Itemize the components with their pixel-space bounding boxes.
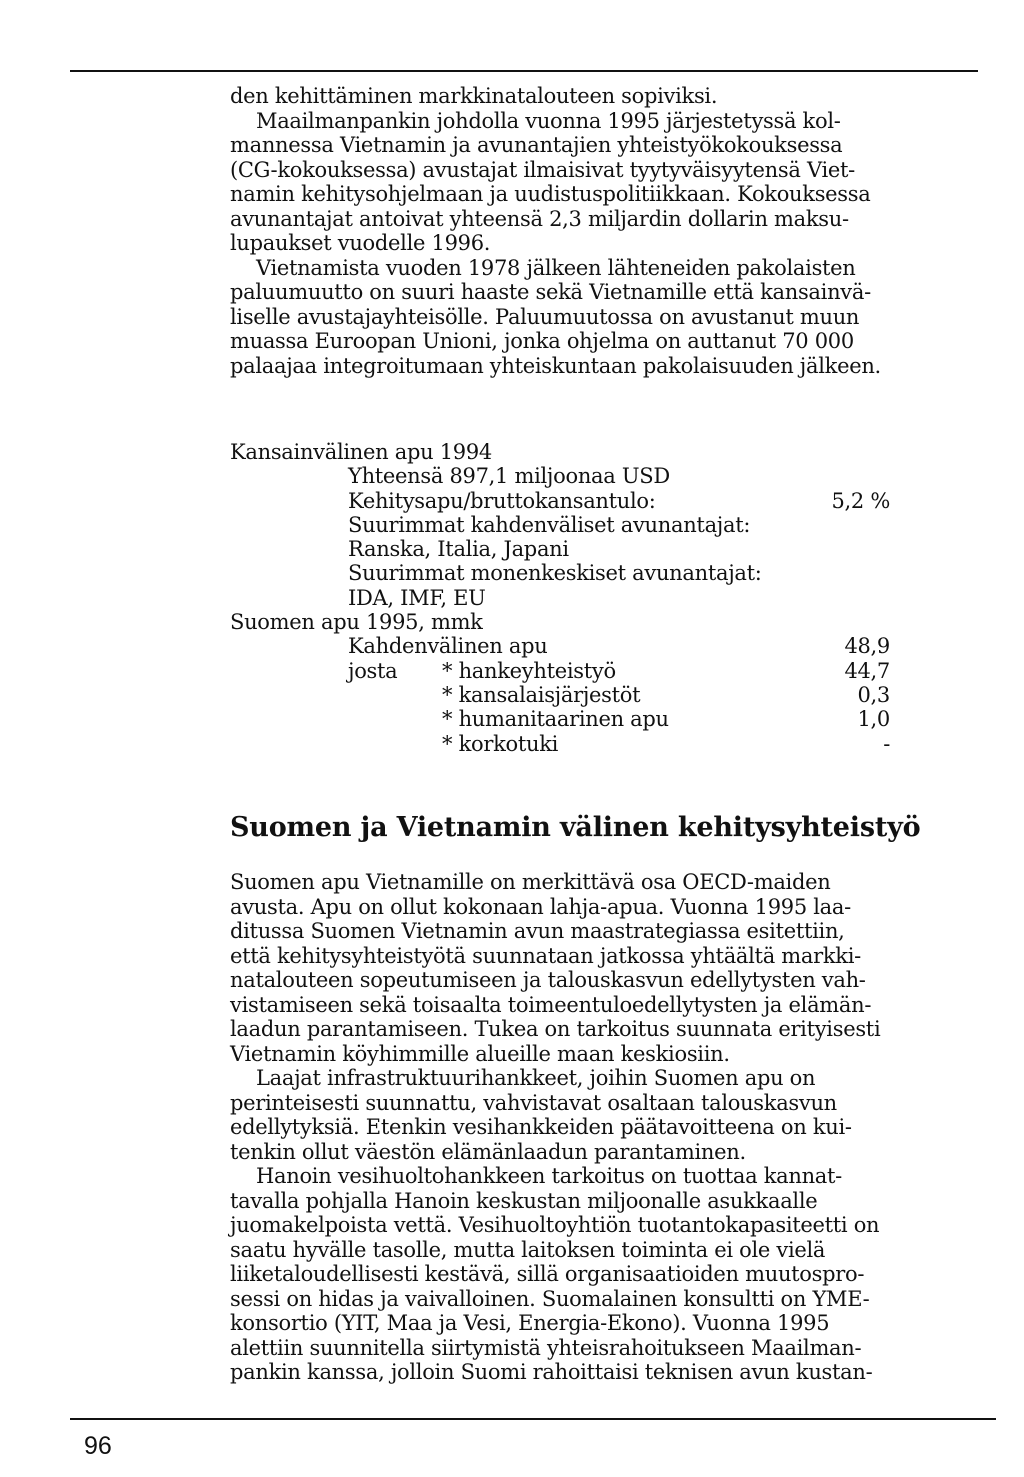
text-line: Vietnamista vuoden 1978 jälkeen lähteneiden pakolaisten (256, 255, 856, 280)
intro-paragraph-1 (230, 84, 930, 109)
aid-ratio-row (230, 489, 910, 513)
text-line: mannessa Vietnamin ja avunantajien yhteistyökokouksessa (230, 133, 843, 157)
aid-item-row (230, 683, 910, 707)
text-line: palaajaa integroitumaan yhteiskuntaan pakolaisuuden jälkeen. (230, 353, 881, 378)
text-line: liselle avustajayhteisölle. Paluumuutossa on avustanut muun (230, 304, 860, 329)
top-rule (70, 70, 978, 72)
bilateral-donors-value: Ranska, Italia, Japani (348, 537, 569, 562)
text-line: namin kehitysohjelmaan ja uudistuspolitiikkaan. Kokouksessa (230, 182, 871, 206)
text-line: Suomen apu Vietnamille on merkittävä osa OECD-maiden (230, 870, 831, 894)
text-line: liiketaloudellisesti kestävä, sillä organisaatioiden muutospro- (230, 1262, 865, 1286)
section-heading: Suomen ja Vietnamin välinen kehitysyhteistyö (230, 812, 921, 843)
bilateral-aid-label: Kahdenvälinen apu (348, 634, 548, 659)
text-line: tavalla pohjalla Hanoin keskustan miljoonalle asukkaalle (230, 1188, 818, 1213)
text-line: perinteisesti suunnattu, vahvistavat osaltaan talouskasvun (230, 1090, 837, 1115)
text-line: alettiin suunnitella siirtymistä yhteisrahoitukseen Maailman- (230, 1335, 862, 1360)
text-line: paluumuutto on suuri haaste sekä Vietnamille että kansainvä- (230, 280, 871, 304)
text-line: tenkin ollut väestön elämänlaadun parantaminen. (230, 1139, 746, 1164)
finland-aid-title: Suomen apu 1995, mmk (230, 610, 483, 635)
aid-item-row (230, 659, 910, 683)
intro-text (230, 84, 930, 378)
bilateral-donors-label: Suurimmat kahdenväliset avunantajat: (348, 512, 751, 537)
text-line: den kehittäminen markkinatalouteen sopiviksi. (230, 84, 718, 108)
aid-item-row (230, 732, 910, 756)
text-line: Laajat infrastruktuurihankkeet, joihin Suomen apu on (256, 1066, 816, 1090)
text-line: saatu hyvälle tasolle, mutta laitoksen toiminta ei ole vielä (230, 1237, 826, 1262)
text-line: että kehitysyhteistyötä suunnataan jatkossa yhtäältä markki- (230, 943, 861, 968)
aid-item-label: * kansalaisjärjestöt (442, 682, 641, 707)
text-line: Maailmanpankin johdolla vuonna 1995 järjestetyssä kol- (256, 108, 841, 133)
aid-item-value: 44,7 (844, 658, 890, 683)
text-line: pankin kanssa, jolloin Suomi rahoittaisi teknisen avun kustan- (230, 1360, 873, 1384)
text-line: ditussa Suomen Vietnamin avun maastrategiassa esitettiin, (230, 919, 845, 943)
aid-box-title: Kansainvälinen apu 1994 (230, 440, 492, 464)
multilateral-donors-value: IDA, IMF, EU (348, 585, 486, 610)
section-paragraph-1 (230, 870, 930, 1066)
aid-ratio-value: 5,2 % (831, 488, 890, 513)
aid-summary-box (230, 440, 910, 756)
intro-paragraph-2 (230, 109, 930, 256)
multilateral-donors-label: Suurimmat monenkeskiset avunantajat: (348, 561, 762, 586)
bilateral-aid-value: 48,9 (844, 634, 890, 659)
section-paragraph-3 (230, 1164, 930, 1385)
aid-item-value: - (883, 731, 890, 756)
text-line: edellytyksiä. Etenkin vesihankkeiden päätavoitteena on kui- (230, 1115, 852, 1139)
text-line: laadun parantamiseen. Tukea on tarkoitus suunnata erityisesti (230, 1017, 881, 1041)
bilateral-aid-row (230, 634, 910, 658)
text-line: (CG-kokouksessa) avustajat ilmaisivat tyytyväisyytensä Viet- (230, 157, 855, 182)
section-paragraph-2 (230, 1066, 930, 1164)
aid-item-label: * humanitaarinen apu (442, 707, 669, 732)
text-line: avunantajat antoivat yhteensä 2,3 miljardin dollarin maksu- (230, 206, 849, 231)
aid-item-value: 0,3 (857, 682, 890, 707)
bottom-rule (70, 1418, 996, 1420)
text-line: avusta. Apu on ollut kokonaan lahja-apua. Vuonna 1995 laa- (230, 894, 851, 919)
text-line: muassa Euroopan Unioni, jonka ohjelma on auttanut 70 000 (230, 329, 854, 353)
text-line: natalouteen sopeutumiseen ja talouskasvun edellytysten vah- (230, 968, 866, 992)
text-line: Vietnamin köyhimmille alueille maan keskiosiin. (230, 1041, 730, 1066)
section-text (230, 870, 930, 1385)
aid-item-value: 1,0 (857, 707, 890, 732)
aid-total: Yhteensä 897,1 miljoonaa USD (348, 464, 670, 489)
aid-item-label: * korkotuki (442, 731, 559, 756)
text-line: juomakelpoista vettä. Vesihuoltoyhtiön tuotantokapasiteetti on (230, 1213, 880, 1237)
intro-paragraph-3 (230, 256, 930, 379)
text-line: sessi on hidas ja vaivalloinen. Suomalainen konsultti on YME- (230, 1286, 870, 1311)
aid-ratio-label: Kehitysapu/bruttokansantulo: (348, 488, 656, 513)
text-line: vistamiseen sekä toisaalta toimeentuloedellytysten ja elämän- (230, 992, 872, 1017)
text-line: lupaukset vuodelle 1996. (230, 231, 491, 255)
text-line: konsortio (YIT, Maa ja Vesi, Energia-Ekono). Vuonna 1995 (230, 1311, 830, 1335)
josta-label: josta (348, 658, 398, 683)
aid-item-label: * hankeyhteistyö (442, 658, 616, 683)
aid-item-row (230, 707, 910, 731)
page-number: 96 (84, 1432, 112, 1460)
text-line: Hanoin vesihuoltohankkeen tarkoitus on tuottaa kannat- (256, 1164, 842, 1188)
